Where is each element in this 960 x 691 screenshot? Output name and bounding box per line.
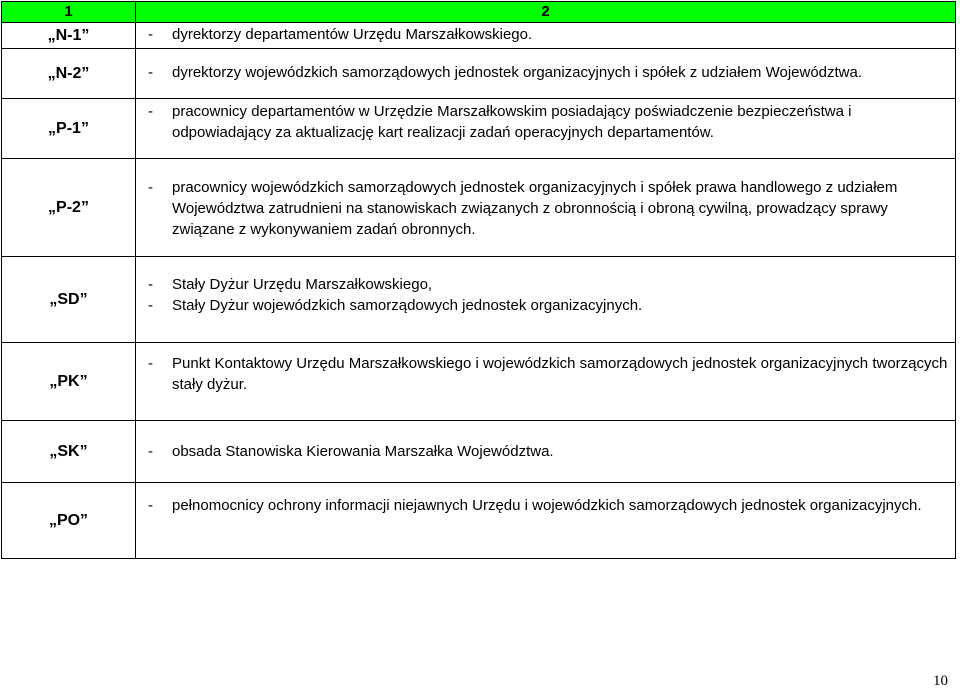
entry-text: Stały Dyżur wojewódzkich samorządowych jednostek organizacyjnych. bbox=[172, 297, 643, 314]
list-item bbox=[136, 495, 955, 516]
list-item bbox=[136, 62, 955, 83]
row-code: „SK” bbox=[2, 421, 136, 483]
list-item bbox=[136, 441, 955, 462]
table-row bbox=[2, 483, 956, 559]
dash: - bbox=[148, 26, 153, 43]
entry-text: dyrektorzy wojewódzkich samorządowych jednostek organizacyjnych i spółek z udziałem Województwa. bbox=[172, 64, 863, 81]
dash: - bbox=[148, 297, 153, 314]
dash: - bbox=[148, 64, 153, 81]
list-item bbox=[136, 295, 955, 316]
table-row bbox=[2, 23, 956, 49]
row-code: „N-2” bbox=[2, 49, 136, 99]
row-description bbox=[136, 421, 956, 483]
row-description bbox=[136, 257, 956, 343]
row-description bbox=[136, 49, 956, 99]
dash: - bbox=[148, 276, 153, 293]
row-code: „N-1” bbox=[2, 23, 136, 49]
list-item bbox=[136, 177, 955, 240]
row-description bbox=[136, 99, 956, 159]
dash: - bbox=[148, 497, 153, 514]
list-item bbox=[136, 24, 955, 45]
page-number: 10 bbox=[933, 673, 948, 689]
table-row bbox=[2, 99, 956, 159]
table-header-row bbox=[2, 2, 956, 23]
list-item bbox=[136, 353, 955, 395]
dash: - bbox=[148, 103, 153, 120]
entry-text: Stały Dyżur Urzędu Marszałkowskiego, bbox=[172, 276, 433, 293]
row-code: „P-2” bbox=[2, 159, 136, 257]
row-description bbox=[136, 483, 956, 559]
entry-text: pracownicy wojewódzkich samorządowych jednostek organizacyjnych i spółek prawa handlowego z udziałem Województwa zatrudnieni na stanowiskach związanych z obronnością i obroną cywilną, prowadzący sprawy związane z wykonywaniem zadań obronnych. bbox=[172, 179, 898, 238]
list-item bbox=[136, 101, 955, 143]
row-code: „PK” bbox=[2, 343, 136, 421]
row-description bbox=[136, 343, 956, 421]
entry-text: Punkt Kontaktowy Urzędu Marszałkowskiego i wojewódzkich samorządowych jednostek organizacyjnych tworzących stały dyżur. bbox=[172, 355, 948, 393]
dash: - bbox=[148, 355, 153, 372]
header-col-2: 2 bbox=[136, 2, 956, 23]
table-row bbox=[2, 421, 956, 483]
row-code: „SD” bbox=[2, 257, 136, 343]
dash: - bbox=[148, 179, 153, 196]
dash: - bbox=[148, 443, 153, 460]
table-row bbox=[2, 49, 956, 99]
entry-text: pracownicy departamentów w Urzędzie Marszałkowskim posiadający poświadczenie bezpieczeństwa i odpowiadający za aktualizację kart realizacji zadań operacyjnych departamentów. bbox=[172, 103, 852, 141]
row-description bbox=[136, 23, 956, 49]
row-code: „P-1” bbox=[2, 99, 136, 159]
header-col-1: 1 bbox=[2, 2, 136, 23]
row-code: „PO” bbox=[2, 483, 136, 559]
table-row bbox=[2, 159, 956, 257]
table-row bbox=[2, 257, 956, 343]
entry-text: pełnomocnicy ochrony informacji niejawnych Urzędu i wojewódzkich samorządowych jednostek organizacyjnych. bbox=[172, 497, 922, 514]
list-item bbox=[136, 274, 955, 295]
entry-text: dyrektorzy departamentów Urzędu Marszałkowskiego. bbox=[172, 26, 533, 43]
definitions-table bbox=[1, 1, 956, 559]
entry-text: obsada Stanowiska Kierowania Marszałka Województwa. bbox=[172, 443, 554, 460]
table-row bbox=[2, 343, 956, 421]
row-description bbox=[136, 159, 956, 257]
